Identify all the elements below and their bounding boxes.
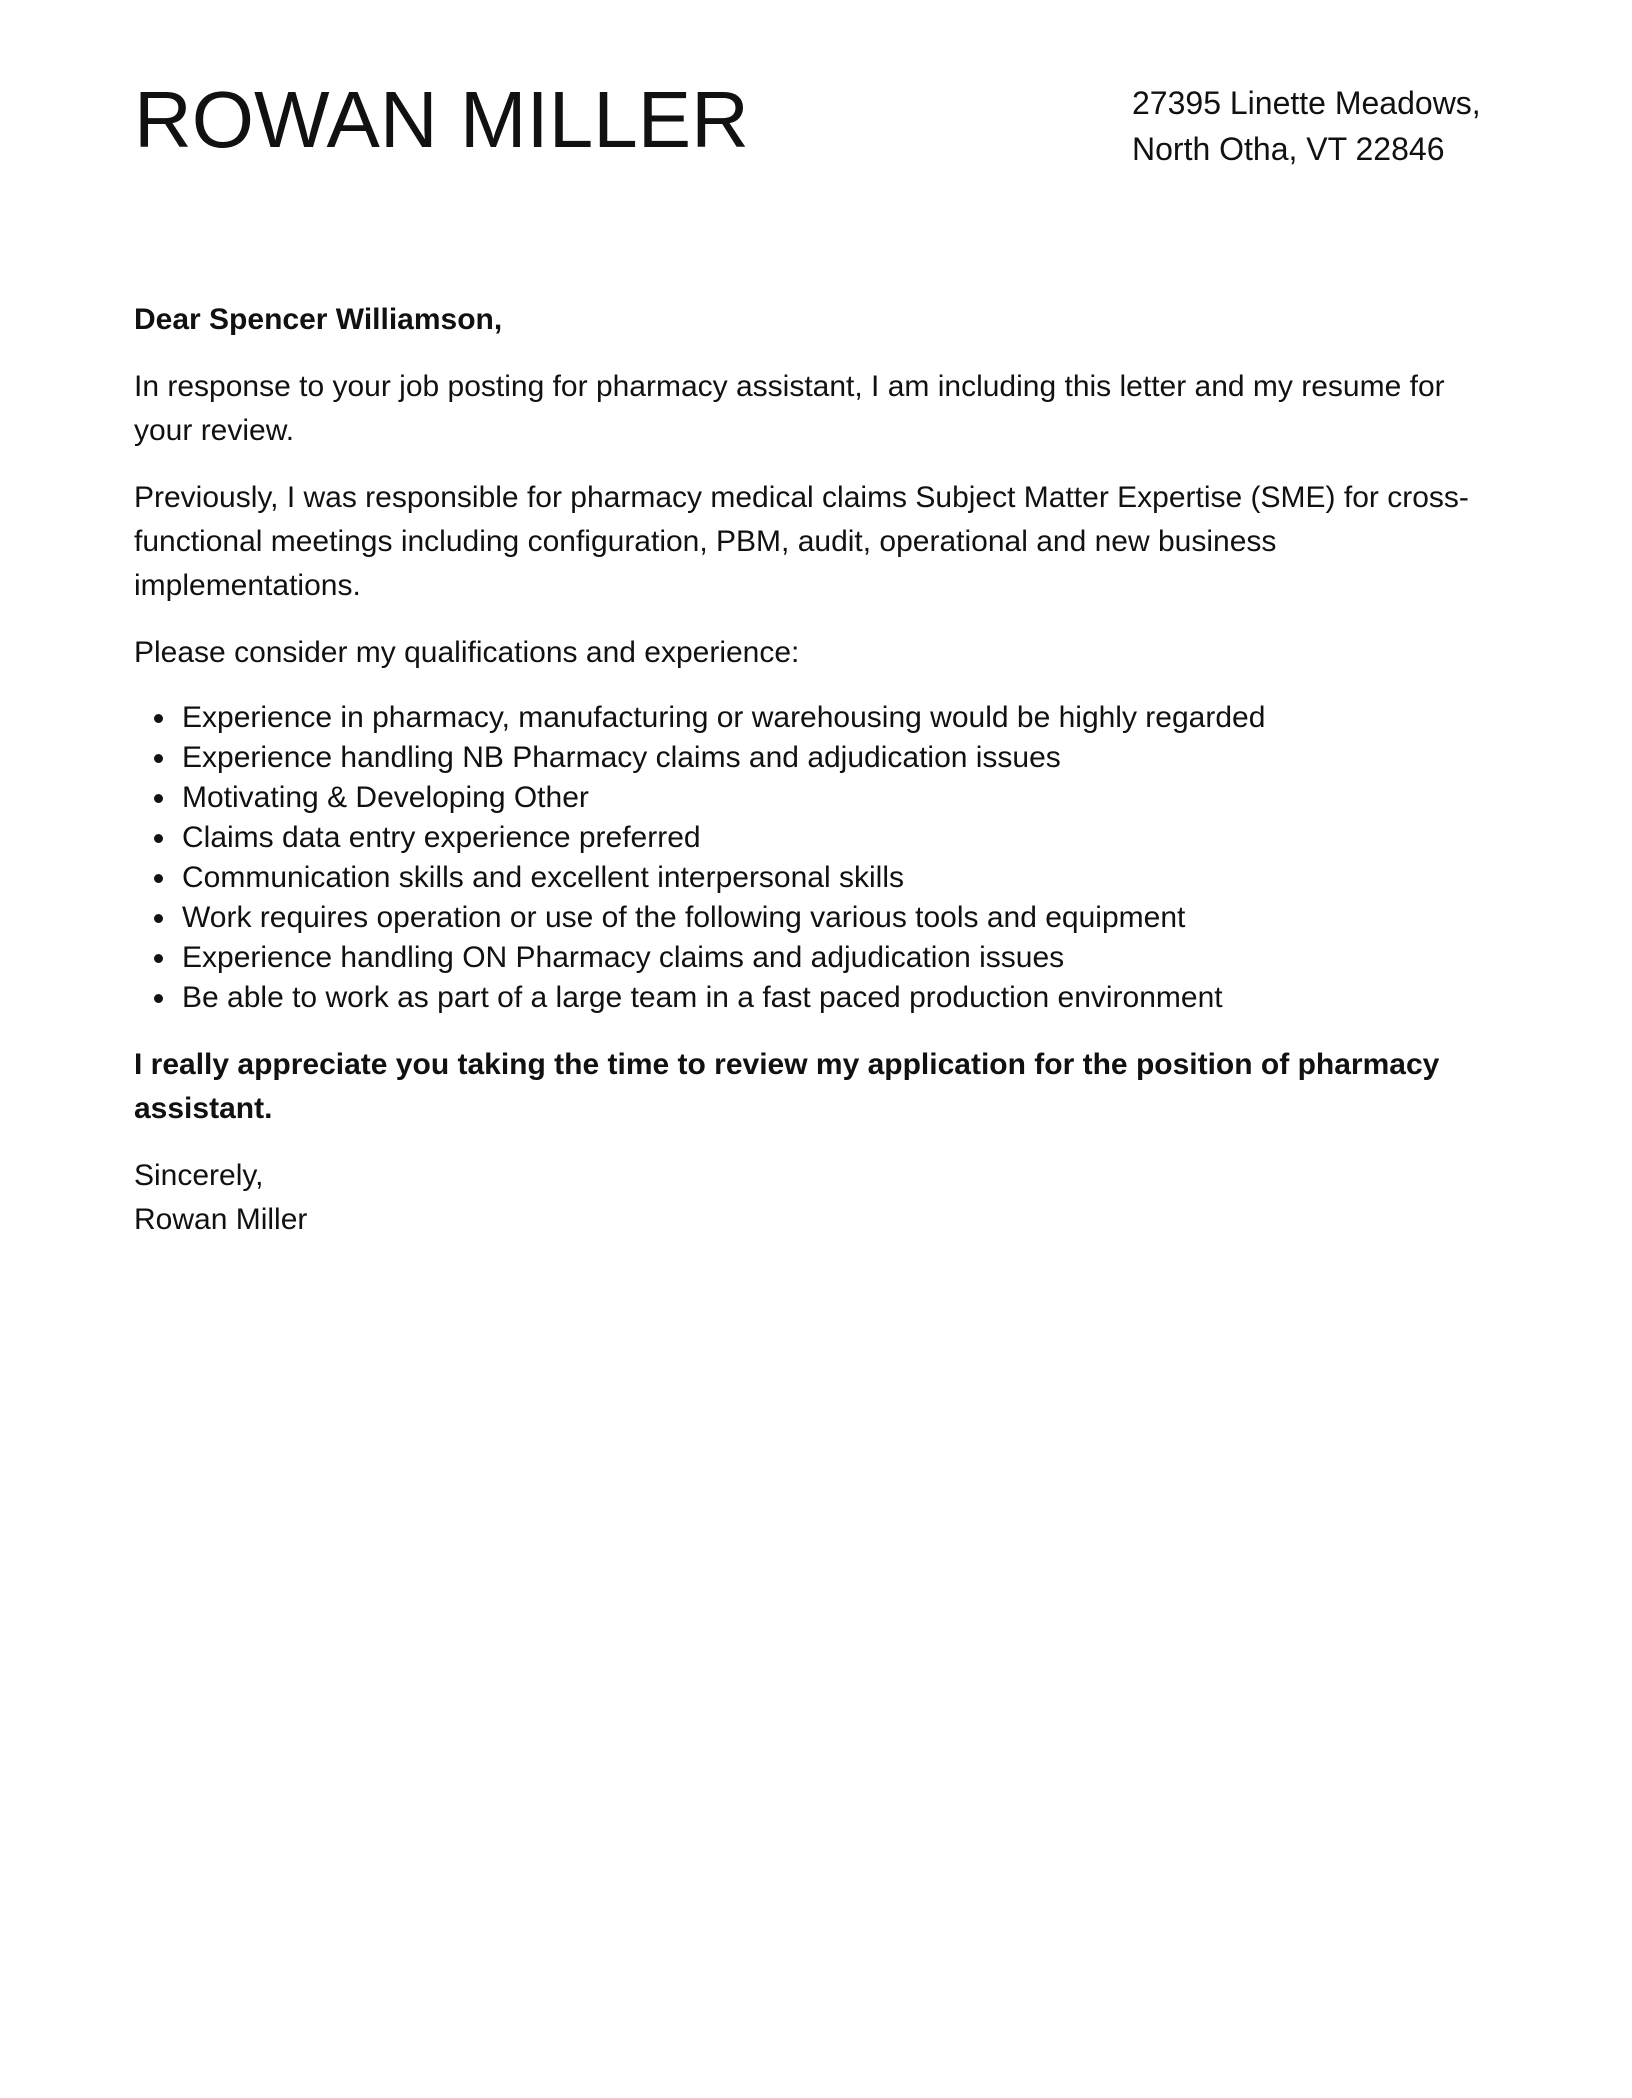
bullet-icon — [154, 994, 163, 1003]
bullet-icon — [154, 714, 163, 723]
address-line-1: 27395 Linette Meadows, — [1132, 85, 1481, 121]
applicant-address — [1132, 80, 1481, 172]
bullet-icon — [154, 754, 163, 763]
list-item — [134, 938, 1474, 978]
list-item-text: Communication skills and excellent interpersonal skills — [182, 861, 904, 894]
bullet-icon — [154, 874, 163, 883]
list-item — [134, 698, 1474, 738]
letter-header — [134, 72, 1498, 192]
list-item-text: Work requires operation or use of the following various tools and equipment — [182, 901, 1186, 934]
bullet-icon — [154, 794, 163, 803]
qualifications-list — [134, 698, 1474, 1018]
closing-paragraph: I really appreciate you taking the time to review my application for the position of pharmacy assistant. — [134, 1048, 1440, 1125]
address-line-2: North Otha, VT 22846 — [1132, 131, 1445, 167]
list-item — [134, 818, 1474, 858]
signoff-text: Sincerely, — [134, 1159, 264, 1192]
salutation: Dear Spencer Williamson, — [134, 303, 503, 336]
list-item — [134, 978, 1474, 1018]
bullet-icon — [154, 834, 163, 843]
list-item-text: Claims data entry experience preferred — [182, 821, 701, 854]
list-item-text: Experience handling ON Pharmacy claims and adjudication issues — [182, 941, 1065, 974]
list-item — [134, 858, 1474, 898]
paragraph-qualifications-intro: Please consider my qualifications and experience: — [134, 636, 800, 669]
applicant-name: ROWAN MILLER — [134, 75, 749, 164]
paragraph-experience: Previously, I was responsible for pharmacy medical claims Subject Matter Expertise (SME) for cross-functional meetings including configuration, PBM, audit, operational and new business implementations. — [134, 481, 1469, 602]
list-item-text: Experience in pharmacy, manufacturing or warehousing would be highly regarded — [182, 701, 1266, 734]
bullet-icon — [154, 914, 163, 923]
bullet-icon — [154, 954, 163, 963]
paragraph-intro: In response to your job posting for pharmacy assistant, I am including this letter and my resume for your review. — [134, 370, 1445, 447]
list-item — [134, 898, 1474, 938]
list-item-text: Be able to work as part of a large team in a fast paced production environment — [182, 981, 1223, 1014]
signoff-block — [134, 1154, 1474, 1242]
list-item-text: Motivating & Developing Other — [182, 781, 589, 814]
list-item — [134, 778, 1474, 818]
list-item — [134, 738, 1474, 778]
letter-body — [134, 298, 1474, 1242]
list-item-text: Experience handling NB Pharmacy claims and adjudication issues — [182, 741, 1061, 774]
signature-name: Rowan Miller — [134, 1203, 308, 1236]
